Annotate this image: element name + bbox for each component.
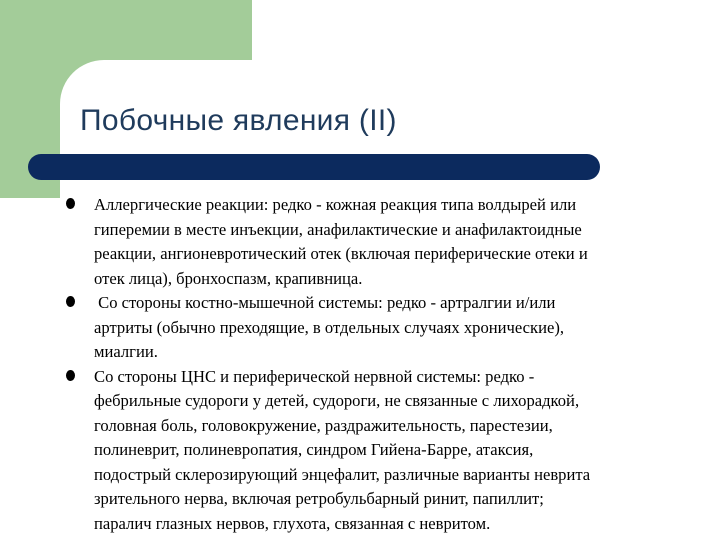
bullet-dot-icon [66,370,75,381]
bullet-list [94,193,700,536]
bullet-text: Аллергические реакции: редко - кожная реакция типа волдырей или гиперемии в месте инъекции, анафилактические и анафилактоидные реакции, ангионевротический отек (включая периферические отеки и отек лица), бронхоспазм, крапивница. [94,195,588,288]
bullet-item-musculoskeletal [94,291,700,365]
bullet-item-allergic [94,193,700,291]
slide-title: Побочные явления (II) [80,104,397,137]
bullet-text: Со стороны костно-мышечной системы: редко - артралгии и/или артриты (обычно преходящие, в отдельных случаях хронические), миалгии. [94,293,564,361]
bullet-item-cns [94,365,700,537]
bullet-dot-icon [66,198,75,209]
title-underline-bar [28,154,600,180]
bullet-text: Со стороны ЦНС и периферической нервной системы: редко - фебрильные судороги у детей, судороги, не связанные с лихорадкой, головная боль, головокружение, раздражительность, парестезии, полиневрит, полиневропатия, синдром Гийена-Барре, атаксия, подострый склерозирующий энцефалит, различные варианты неврита зрительного нерва, включая ретробульбарный ринит, папиллит; паралич глазных нервов, глухота, связанная с невритом. [94,366,591,533]
bullet-dot-icon [66,296,75,307]
